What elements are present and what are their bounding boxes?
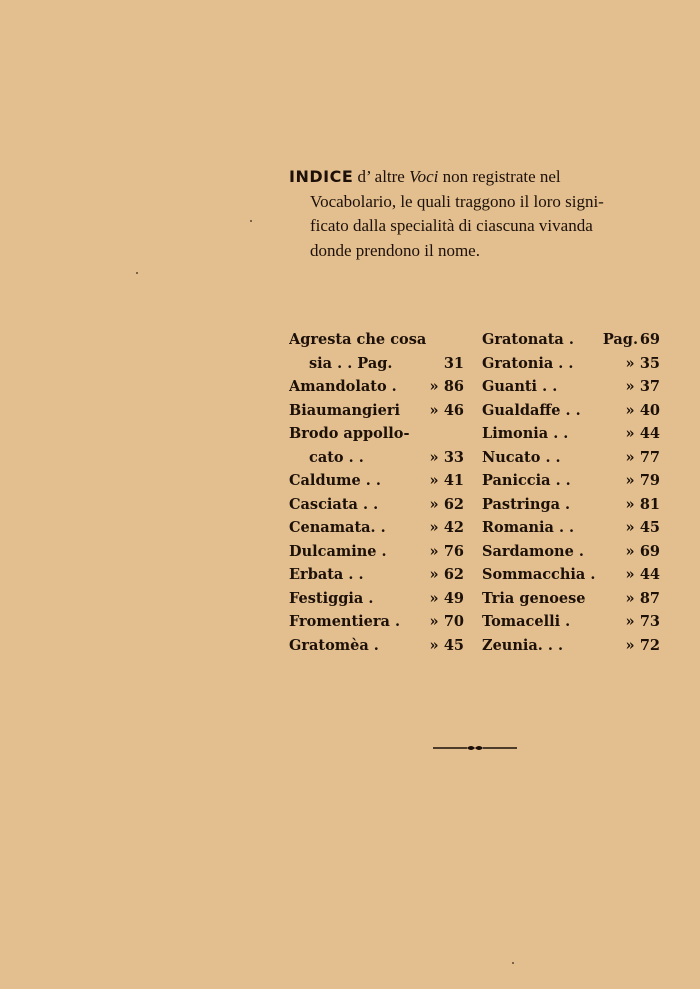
index-page-number: 69	[639, 331, 660, 348]
index-page-number: 44	[639, 425, 660, 442]
index-page-number: 31	[443, 354, 464, 372]
index-entry	[482, 375, 660, 399]
index-page-number: 70	[443, 613, 464, 630]
index-separator: Pag.	[602, 331, 638, 348]
index-page-number: 87	[639, 589, 660, 607]
index-page-number: 77	[639, 448, 660, 466]
index-entry	[289, 375, 464, 399]
index-page-number: 62	[443, 495, 464, 513]
heading-line-3: ficato dalla specialità di ciascuna vivanda	[310, 216, 593, 235]
index-separator: »	[429, 566, 439, 583]
index-term: Paniccia . .	[482, 472, 571, 489]
index-page-number: 33	[443, 448, 464, 466]
index-entry	[482, 446, 660, 470]
index-entry	[482, 563, 660, 587]
index-entry	[289, 634, 464, 658]
index-title: INDICE	[289, 167, 354, 186]
index-term: Festiggia .	[289, 589, 374, 607]
index-page-number: 79	[639, 472, 660, 489]
index-term: Tria genoese	[482, 589, 586, 607]
index-term: sia . . Pag.	[309, 354, 393, 372]
index-term: cato . .	[309, 448, 364, 466]
index-separator: »	[429, 472, 439, 489]
index-column-left	[289, 328, 464, 657]
index-entry	[289, 469, 464, 493]
index-term: Sommacchia .	[482, 566, 596, 583]
index-page-number: 86	[443, 378, 464, 395]
index-page-number: 76	[443, 542, 464, 560]
index-heading	[289, 165, 657, 263]
paper-speck	[136, 272, 138, 274]
heading-text-pre: d’ altre	[357, 167, 405, 186]
index-page-number: 49	[443, 589, 464, 607]
index-separator: »	[429, 636, 439, 654]
index-separator: »	[625, 589, 635, 607]
index-separator: »	[429, 589, 439, 607]
index-term: Romania . .	[482, 519, 575, 536]
index-term: Pastringa .	[482, 495, 571, 513]
index-entry	[289, 610, 464, 634]
index-separator: »	[625, 354, 635, 372]
index-separator: »	[429, 495, 439, 513]
index-entry	[482, 422, 660, 446]
index-page-number: 41	[443, 472, 464, 489]
index-separator: »	[625, 401, 635, 419]
index-page-number: 62	[443, 566, 464, 583]
index-separator: »	[625, 495, 635, 513]
index-entry	[482, 587, 660, 611]
index-term: Erbata . .	[289, 566, 364, 583]
index-separator: »	[429, 378, 439, 395]
index-page-number: 46	[443, 401, 464, 419]
index-page-number: 69	[639, 542, 660, 560]
index-entry	[289, 399, 464, 423]
index-term: Guanti . .	[482, 378, 558, 395]
index-term: Cenamata. .	[289, 519, 386, 536]
index-entry	[289, 328, 464, 352]
index-separator: »	[625, 613, 635, 630]
index-separator: »	[429, 401, 439, 419]
index-entry	[482, 352, 660, 376]
index-separator: »	[625, 448, 635, 466]
heading-line-4: donde prendono il nome.	[310, 240, 480, 260]
index-term: Gualdaffe . .	[482, 401, 581, 419]
index-entry	[289, 587, 464, 611]
index-page-number: 72	[639, 636, 660, 654]
index-entry	[289, 446, 464, 470]
index-separator: »	[625, 378, 635, 395]
index-entry	[482, 493, 660, 517]
index-separator: »	[429, 613, 439, 630]
index-page-number: 81	[639, 495, 660, 513]
index-separator: »	[625, 425, 635, 442]
index-entry	[289, 516, 464, 540]
index-entry	[482, 469, 660, 493]
index-page-number: 73	[639, 613, 660, 630]
index-entry	[289, 563, 464, 587]
index-entry	[482, 399, 660, 423]
index-entry	[289, 540, 464, 564]
heading-text-post: non registrate nel	[442, 167, 561, 186]
index-page-number: 45	[443, 636, 464, 654]
index-separator: »	[429, 448, 439, 466]
heading-voci: Voci	[409, 167, 439, 186]
index-separator: »	[625, 636, 635, 654]
index-term: Casciata . .	[289, 495, 379, 513]
index-entry	[482, 328, 660, 352]
index-term: Brodo appollo-	[289, 425, 410, 442]
index-page-number: 45	[639, 519, 660, 536]
index-term: Amandolato .	[289, 378, 397, 395]
index-term: Agresta che cosa	[289, 331, 426, 348]
index-column-right	[482, 328, 660, 657]
index-entry	[289, 352, 464, 376]
index-separator: »	[429, 542, 439, 560]
heading-line-2: Vocabolario, le quali traggono il loro signi-	[310, 191, 604, 211]
index-entry	[482, 540, 660, 564]
index-term: Sardamone .	[482, 542, 584, 560]
index-term: Dulcamine .	[289, 542, 387, 560]
paper-speck	[512, 962, 514, 964]
index-entry	[482, 634, 660, 658]
index-page-number: 44	[639, 566, 660, 583]
index-term: Caldume . .	[289, 472, 381, 489]
index-term: Gratomèa .	[289, 636, 379, 654]
index-entry	[482, 610, 660, 634]
index-separator: »	[625, 566, 635, 583]
index-page-number: 37	[639, 378, 660, 395]
index-entry	[289, 422, 464, 446]
index-term: Gratonia . .	[482, 354, 574, 372]
index-term: Zeunia. . .	[482, 636, 564, 654]
index-separator: »	[625, 542, 635, 560]
index-term: Limonia . .	[482, 425, 569, 442]
index-separator: »	[429, 519, 439, 536]
index-term: Fromentiera .	[289, 613, 401, 630]
index-term: Biaumangieri	[289, 401, 401, 419]
index-separator: »	[625, 519, 635, 536]
index-separator: »	[625, 472, 635, 489]
index-entry	[482, 516, 660, 540]
index-page-number: 42	[443, 519, 464, 536]
ornament-divider	[433, 743, 517, 753]
index-page-number: 40	[639, 401, 660, 419]
index-page-number: 35	[639, 354, 660, 372]
paper-speck	[250, 220, 252, 222]
index-term: Nucato . .	[482, 448, 561, 466]
index-term: Tomacelli .	[482, 613, 571, 630]
index-entry	[289, 493, 464, 517]
index-term: Gratonata .	[482, 331, 574, 348]
